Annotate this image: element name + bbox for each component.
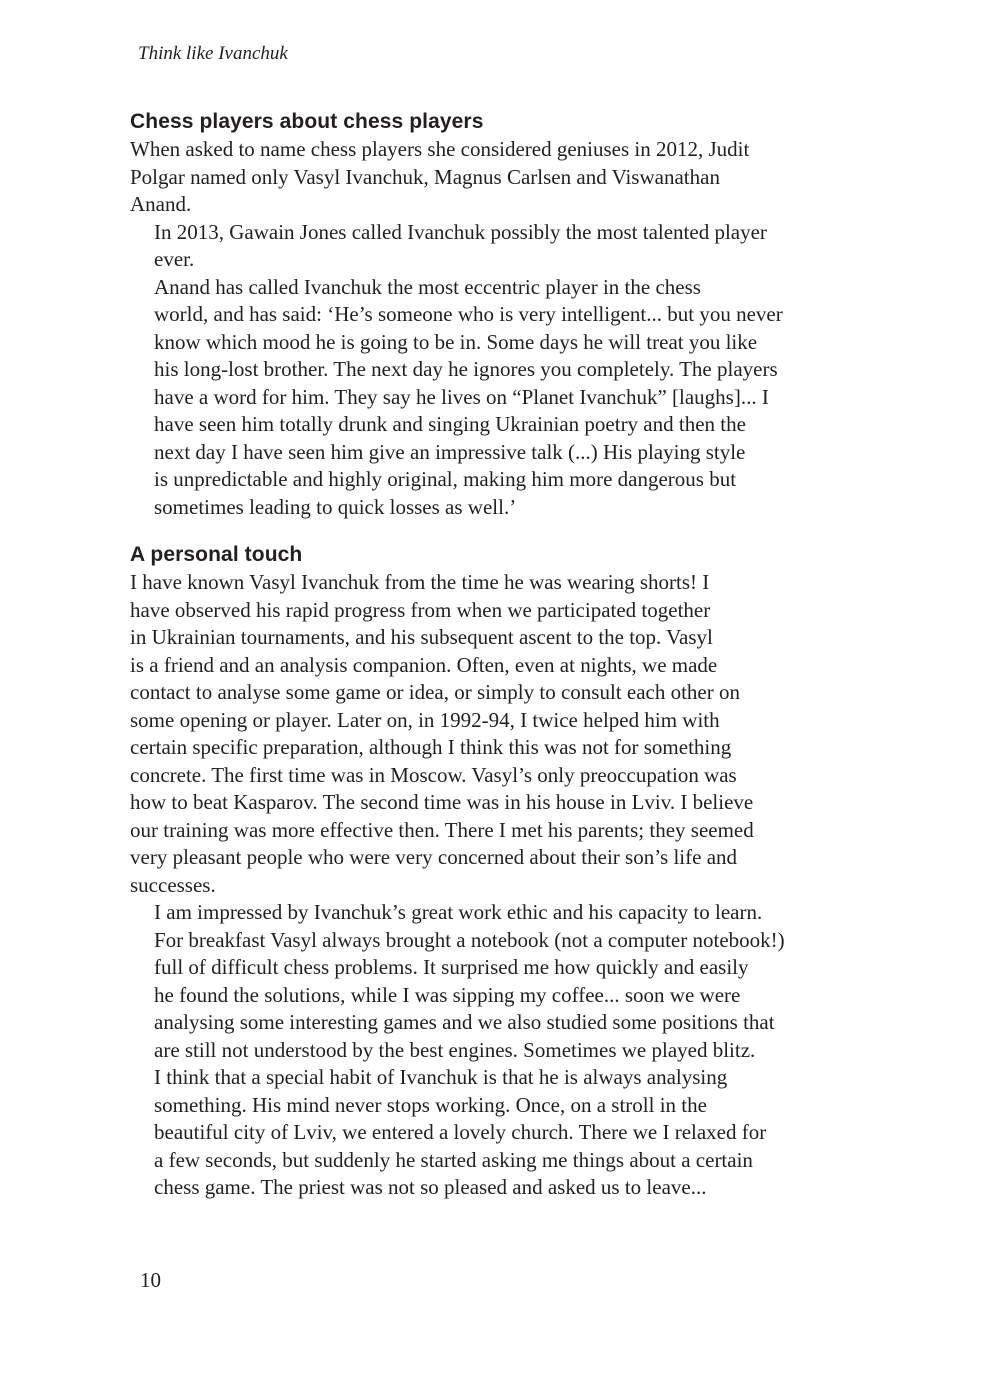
- section-heading: Chess players about chess players: [130, 110, 484, 133]
- text-line: contact to analyse some game or idea, or simply to consult each other on: [130, 680, 740, 704]
- text-line: have a word for him. They say he lives on “Planet Ivanchuk” [laughs]... I: [154, 384, 769, 409]
- text-line: some opening or player. Later on, in 1992-94, I twice helped him with: [130, 707, 720, 732]
- text-line: world, and has said: ‘He’s someone who is very intelligent... but you never: [154, 302, 783, 326]
- text-line: sometimes leading to quick losses as well.’: [154, 494, 517, 519]
- text-line: how to beat Kasparov. The second time was in his house in Lviv. I believe: [130, 790, 754, 814]
- text-line: I think that a special habit of Ivanchuk is that he is always analysing: [154, 1065, 728, 1089]
- text-line: I have known Vasyl Ivanchuk from the time he was wearing shorts! I: [130, 570, 710, 594]
- text-line: In 2013, Gawain Jones called Ivanchuk possibly the most talented player: [154, 219, 767, 244]
- running-head: Think like Ivanchuk: [138, 43, 288, 64]
- text-line: successes.: [130, 872, 216, 897]
- section: [130, 541, 890, 1202]
- text-line: a few seconds, but suddenly he started asking me things about a certain: [154, 1147, 753, 1172]
- text-line: in Ukrainian tournaments, and his subsequent ascent to the top. Vasyl: [130, 625, 713, 649]
- text-line: have seen him totally drunk and singing Ukrainian poetry and then the: [154, 412, 746, 436]
- text-line: is a friend and an analysis companion. Often, even at nights, we made: [130, 652, 718, 677]
- text-line: analysing some interesting games and we also studied some positions that: [154, 1010, 775, 1034]
- text-line: our training was more effective then. There I met his parents; they seemed: [130, 817, 754, 842]
- text-line: Anand.: [130, 192, 192, 216]
- paragraph: [130, 136, 890, 219]
- section-heading: A personal touch: [130, 543, 303, 566]
- text-line: full of difficult chess problems. It surprised me how quickly and easily: [154, 955, 749, 979]
- paragraph: [130, 219, 890, 274]
- text-line: Anand has called Ivanchuk the most eccentric player in the chess: [154, 274, 701, 299]
- text-line: next day I have seen him give an impressive talk (...) His playing style: [154, 439, 746, 464]
- text-line: For breakfast Vasyl always brought a notebook (not a computer notebook!): [154, 927, 785, 952]
- paragraph: [130, 569, 890, 899]
- text-line: chess game. The priest was not so pleased and asked us to leave...: [154, 1175, 707, 1199]
- text-line: certain specific preparation, although I think this was not for something: [130, 735, 732, 759]
- text-line: beautiful city of Lviv, we entered a lovely church. There we I relaxed for: [154, 1120, 767, 1144]
- section: [130, 108, 890, 521]
- text-line: very pleasant people who were very concerned about their son’s life and: [130, 845, 738, 869]
- body-text: [130, 108, 890, 1202]
- text-line: know which mood he is going to be in. Some days he will treat you like: [154, 329, 758, 354]
- paragraph: [130, 1064, 890, 1202]
- text-line: Polgar named only Vasyl Ivanchuk, Magnus Carlsen and Viswanathan: [130, 164, 720, 189]
- text-line: are still not understood by the best engines. Sometimes we played blitz.: [154, 1037, 756, 1062]
- text-line: his long-lost brother. The next day he ignores you completely. The players: [154, 357, 778, 381]
- text-line: is unpredictable and highly original, making him more dangerous but: [154, 467, 737, 491]
- paragraph: [130, 274, 890, 522]
- text-line: concrete. The first time was in Moscow. Vasyl’s only preoccupation was: [130, 762, 737, 787]
- page-number: 10: [140, 1268, 161, 1292]
- text-line: have observed his rapid progress from when we participated together: [130, 597, 711, 622]
- text-line: I am impressed by Ivanchuk’s great work ethic and his capacity to learn.: [154, 900, 763, 924]
- text-line: ever.: [154, 247, 195, 271]
- text-line: he found the solutions, while I was sipping my coffee... soon we were: [154, 982, 741, 1007]
- paragraph: [130, 899, 890, 1064]
- text-line: When asked to name chess players she considered geniuses in 2012, Judit: [130, 137, 750, 161]
- text-line: something. His mind never stops working. Once, on a stroll in the: [154, 1092, 707, 1117]
